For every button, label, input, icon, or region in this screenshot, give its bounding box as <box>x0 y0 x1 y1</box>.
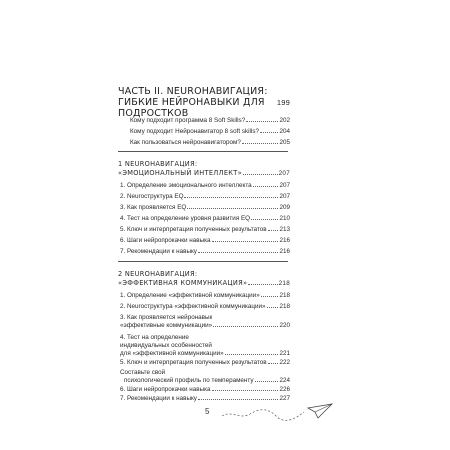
entry-page: 218 <box>279 303 290 310</box>
leader-dots <box>268 230 279 231</box>
toc-entry[interactable] <box>120 248 290 256</box>
entry-text: 1. Определение эмоционального интеллекта <box>120 182 252 189</box>
entry-text: для «эффективной коммуникации» <box>120 350 224 357</box>
part-page: 199 <box>276 98 290 107</box>
part-title-line2: ГИБКИЕ НЕЙРОНАВЫКИ ДЛЯ ПОДРОСТКОВ <box>118 97 265 119</box>
entry-page: 216 <box>279 237 290 244</box>
entry-text: 2. Neurоструктура «эффективной коммуникации» <box>120 303 266 310</box>
entry-text: 6. Шаги нейропрокачки навыка <box>120 386 211 393</box>
leader-dots <box>253 186 279 187</box>
leader-dots <box>255 381 279 382</box>
entry-page: 202 <box>279 117 290 124</box>
toc-entry[interactable] <box>120 204 290 212</box>
part-title-line1: ЧАСТЬ II. NEUROНАВИГАЦИЯ: <box>118 86 268 97</box>
entry-text: 1. Определение «эффективной коммуникации» <box>120 292 260 299</box>
toc-entry[interactable] <box>120 292 290 300</box>
entry-page: 205 <box>279 139 290 146</box>
section1-title-row[interactable] <box>118 169 290 178</box>
leader-dots <box>268 363 279 364</box>
entry-page: 222 <box>279 359 290 366</box>
toc-entry[interactable] <box>130 117 290 125</box>
toc-entry[interactable] <box>120 303 290 311</box>
section2-title-line1: 2 NEUROНАВИГАЦИЯ: <box>118 270 198 278</box>
leader-dots <box>261 296 279 297</box>
section2-title-line2: «ЭФФЕКТИВНАЯ КОММУНИКАЦИЯ» <box>118 279 248 287</box>
entry-page: 220 <box>279 322 290 329</box>
leader-dots <box>225 354 279 355</box>
leader-dots <box>260 132 279 133</box>
entry-text: 5. Ключ и интерпретация полученных результатов <box>120 359 267 366</box>
toc-entry[interactable] <box>120 322 290 330</box>
toc-entry[interactable] <box>120 182 290 190</box>
part-title-line2-row <box>118 97 290 119</box>
entry-text: Кому подходит Нейронавигатор 8 soft skills? <box>130 128 259 135</box>
entry-text-line1: 4. Тест на определение <box>120 334 189 341</box>
section2-page: 218 <box>278 280 290 287</box>
section1-page: 207 <box>278 170 290 177</box>
entry-text: 3. Как проявляется EQ <box>120 204 187 211</box>
leader-dots <box>212 241 279 242</box>
toc-entry[interactable] <box>120 386 290 394</box>
entry-page: 226 <box>279 386 290 393</box>
entry-text: «эффективные коммуникации» <box>120 322 213 329</box>
leader-dots <box>212 390 279 391</box>
leader-dots <box>251 219 278 220</box>
entry-page: 224 <box>279 377 290 384</box>
entry-page: 207 <box>279 182 290 189</box>
entry-text: 6. Шаги нейропрокачки навыка <box>120 237 211 244</box>
leader-dots <box>187 208 278 209</box>
part-title <box>118 86 290 119</box>
leader-dots <box>198 252 279 253</box>
toc-entry[interactable] <box>120 215 290 223</box>
entry-page: 204 <box>279 128 290 135</box>
toc-entry[interactable] <box>120 359 290 367</box>
entry-page: 216 <box>279 248 290 255</box>
entry-text: 7. Рекомендации к навыку <box>120 248 197 255</box>
entry-text-line1: 3. Как проявляется нейронавык <box>120 314 213 321</box>
entry-text: 4. Тест на определение уровня развития EQ <box>120 215 251 222</box>
entry-page: 221 <box>279 350 290 357</box>
leader-dots <box>242 143 279 144</box>
toc-entry[interactable] <box>130 128 290 136</box>
entry-text: 7. Рекомендации к навыку <box>120 395 197 402</box>
entry-page: 207 <box>279 193 290 200</box>
divider <box>118 151 288 152</box>
section1-title-line2: «ЭМОЦИОНАЛЬНЫЙ ИНТЕЛЛЕКТ» <box>118 169 242 177</box>
toc-entry[interactable] <box>120 350 290 358</box>
entry-text: Как пользоваться нейронавигатором? <box>130 139 241 146</box>
leader-dots <box>248 284 277 285</box>
toc-entry[interactable] <box>120 193 290 201</box>
leader-dots <box>184 197 278 198</box>
leader-dots <box>213 326 278 327</box>
toc-entry[interactable] <box>120 237 290 245</box>
section2-title-row[interactable] <box>118 279 290 288</box>
divider <box>118 261 288 262</box>
toc-entry[interactable] <box>120 226 290 234</box>
paper-plane-doodle-icon <box>218 400 338 424</box>
entry-page: 227 <box>279 395 290 402</box>
leader-dots <box>267 307 279 308</box>
entry-page: 218 <box>279 292 290 299</box>
entry-text: психологический профиль по темпераменту <box>124 377 254 384</box>
page-number: 5 <box>205 407 210 416</box>
entry-page: 209 <box>279 204 290 211</box>
leader-dots <box>246 121 278 122</box>
leader-dots <box>243 174 278 175</box>
entry-text-line2: индивидуальных особенностей <box>120 342 212 349</box>
entry-page: 210 <box>279 215 290 222</box>
section1-title-line1: 1 NEUROНАВИГАЦИЯ: <box>118 160 198 168</box>
entry-text: 5. Ключ и интерпретация полученных результатов <box>120 226 267 233</box>
toc-entry[interactable] <box>124 377 290 385</box>
entry-page: 213 <box>279 226 290 233</box>
toc-entry[interactable] <box>130 139 290 147</box>
entry-text-line1: Составьте свой <box>120 369 166 376</box>
entry-text: Кому подходит программа 8 Soft Skills? <box>130 117 246 124</box>
entry-text: 2. Neurоструктура EQ <box>120 193 184 200</box>
